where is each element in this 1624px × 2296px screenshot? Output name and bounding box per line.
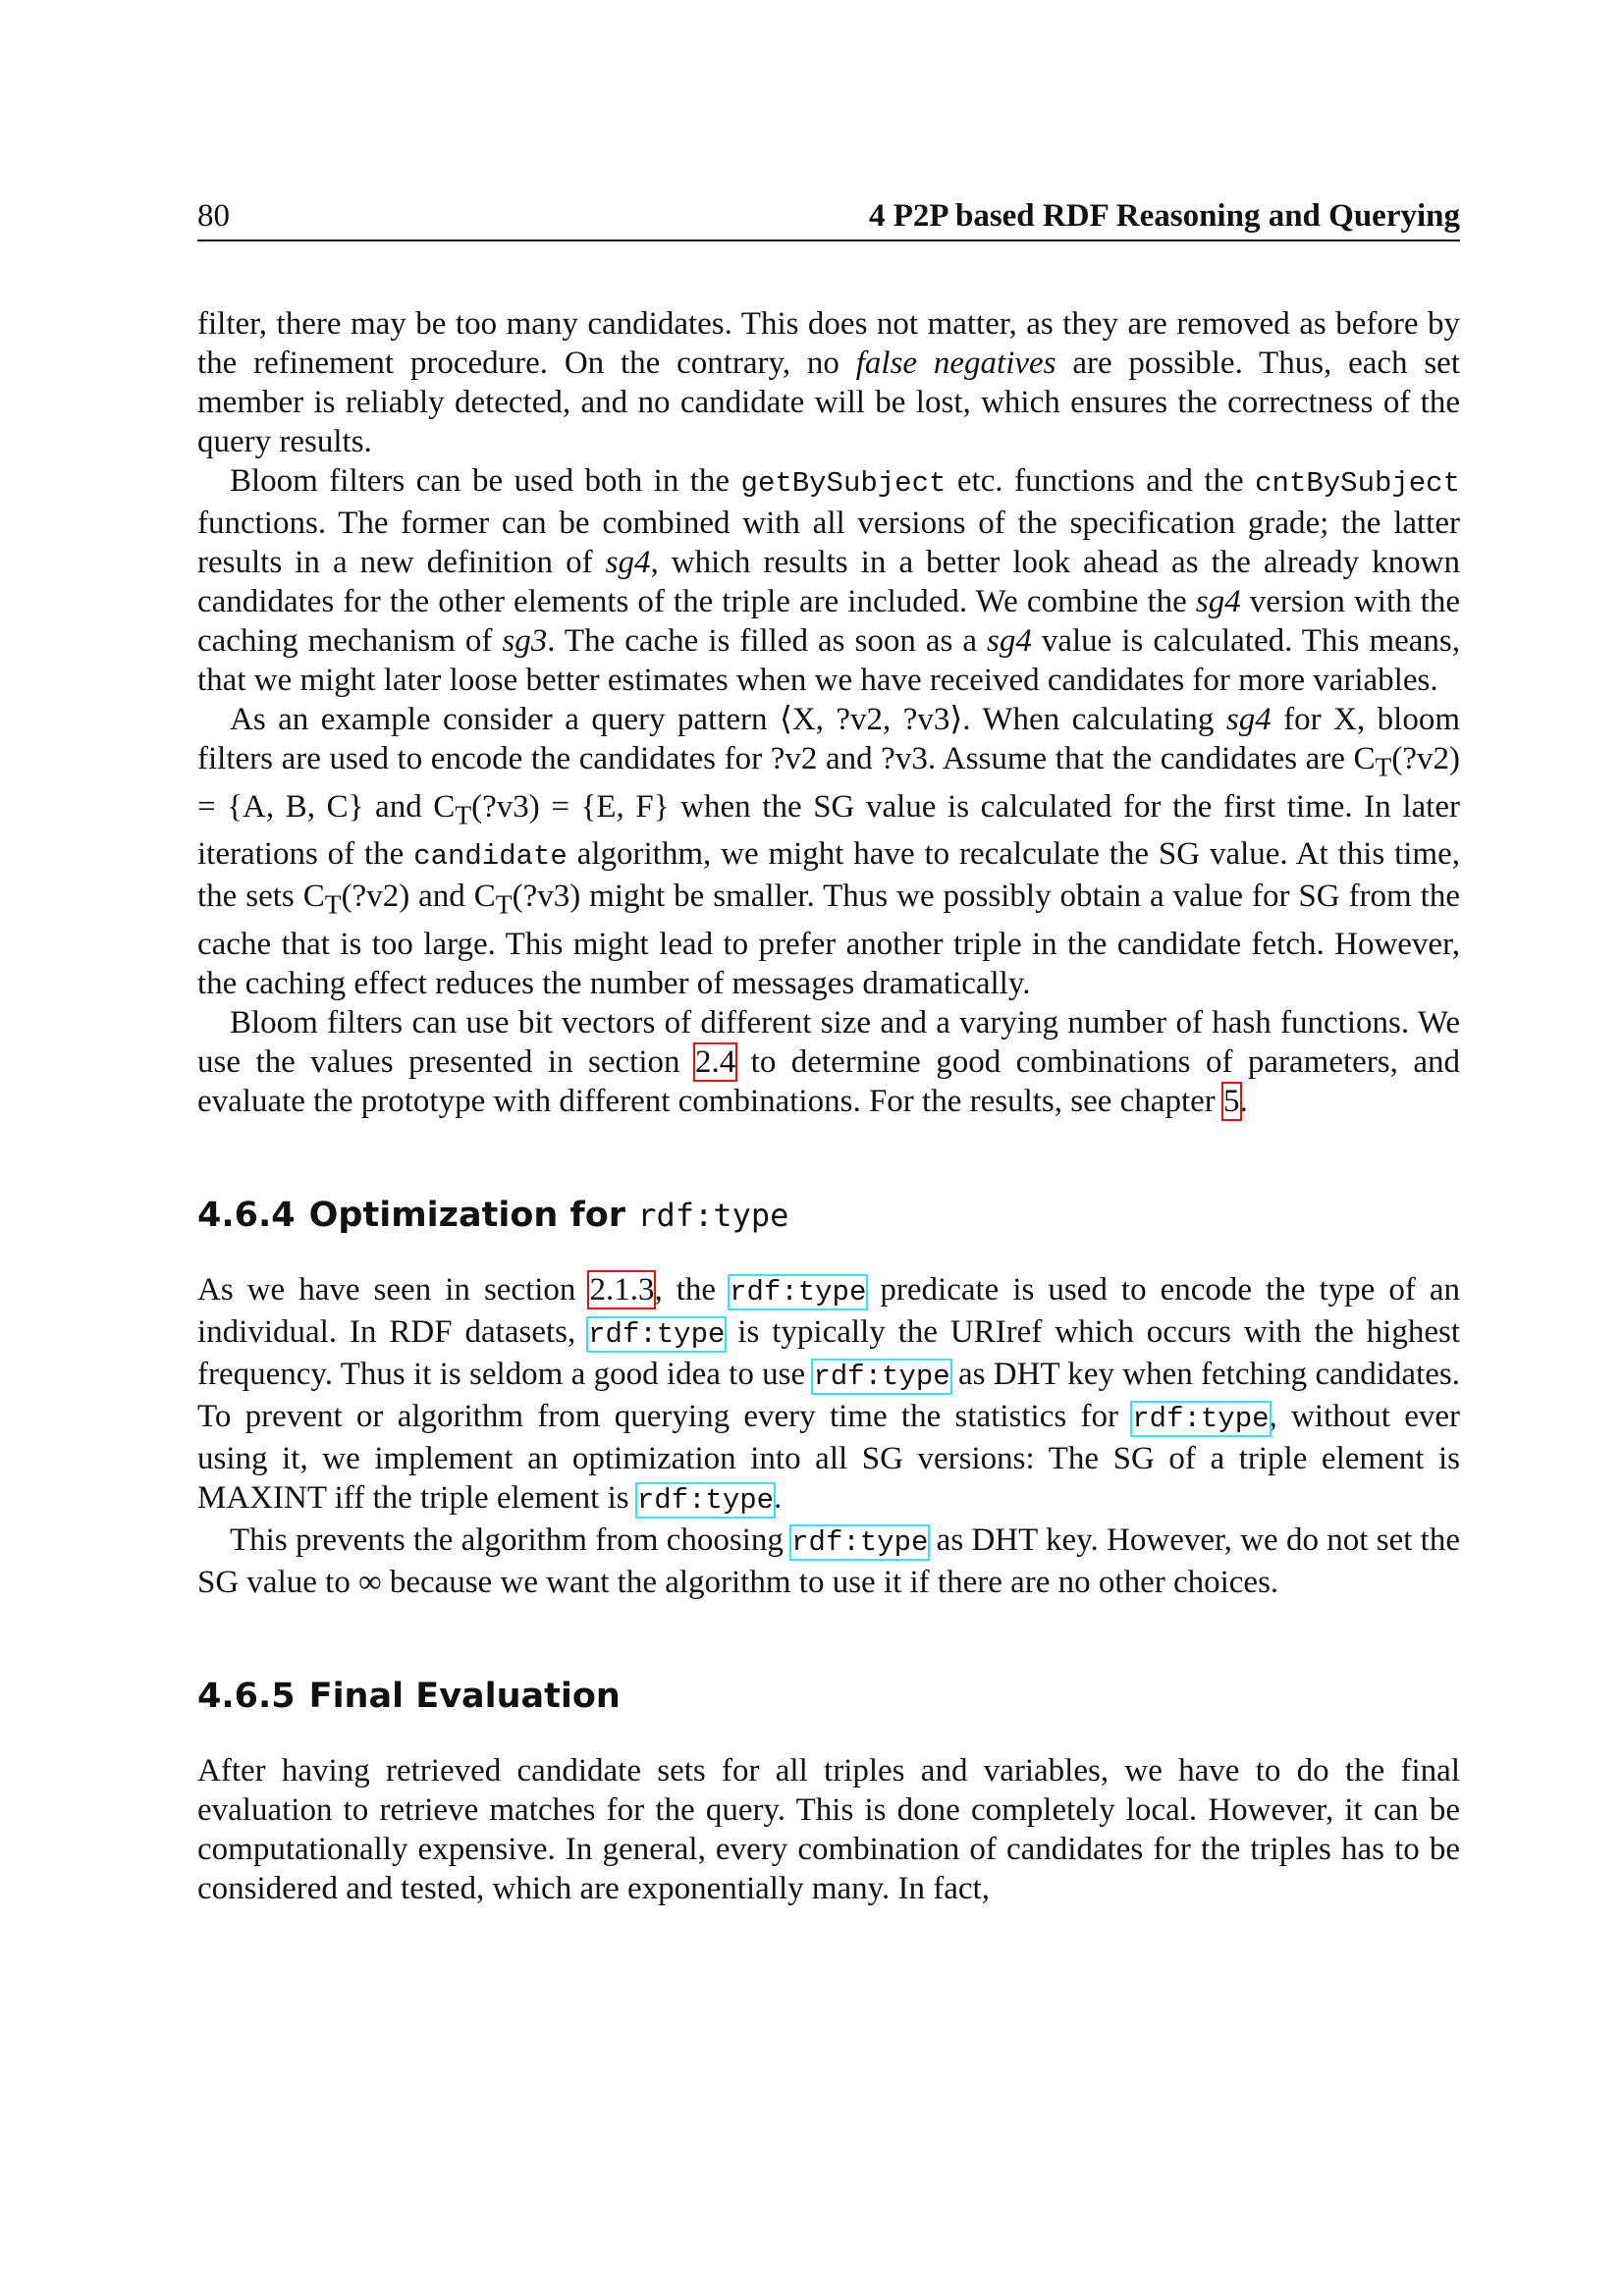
section-link-2-4[interactable]: 2.4 bbox=[694, 1043, 736, 1080]
emphasis: sg4 bbox=[1225, 702, 1272, 737]
text: This prevents the algorithm from choosing bbox=[230, 1522, 792, 1558]
paragraph-7 bbox=[197, 1751, 1460, 1908]
rdf-type-link[interactable]: rdf:type bbox=[730, 1275, 867, 1308]
text: . bbox=[1239, 1083, 1248, 1119]
text: (?v3) might be smaller. Thus we possibly obtain a value for SG from the cache that is too large. This might lead to prefer another triple in the candidate fetch. However, the caching effect reduces the number of messages dramatically. bbox=[197, 879, 1460, 1001]
text: as DHT key. However, we do not set the SG value to ∞ because we want the algorithm to use it if there are no other choices. bbox=[197, 1522, 1460, 1600]
text: , the bbox=[654, 1271, 731, 1308]
paragraph-1 bbox=[197, 304, 1460, 461]
text: As an example consider a query pattern ⟨X, ?v2, ?v3⟩. When calculating bbox=[230, 702, 1226, 737]
code-cntbysubject: cntBySubject bbox=[1255, 467, 1460, 500]
page-body bbox=[197, 304, 1460, 1908]
text: version with the caching mechanism of bbox=[197, 584, 1460, 659]
section-number: 4.6.5 bbox=[197, 1676, 296, 1716]
text: as DHT key when fetching candidates. To prevent or algorithm from querying every time the statistics for bbox=[197, 1356, 1460, 1434]
rdf-type-link[interactable]: rdf:type bbox=[791, 1525, 929, 1559]
emphasis: sg3 bbox=[502, 623, 548, 659]
text: are possible. Thus, each set member is reliably detected, and no candidate will be lost, which ensures the correctness of the query results. bbox=[197, 346, 1460, 459]
text: , which results in a better look ahead as the already known candidates for the other elements of the triple are included. We combine the bbox=[197, 545, 1460, 619]
text: After having retrieved candidate sets for all triples and variables, we have to do the final evaluation to retrieve matches for the query. This is done completely local. However, it can be computationally expensive. In general, every combination of candidates for the triples has to be considered and tested, which are exponentially many. In fact, bbox=[197, 1752, 1460, 1906]
section-title-code: rdf:type bbox=[637, 1196, 789, 1234]
subscript: T bbox=[1375, 751, 1392, 782]
text: to determine good combinations of parameters, and evaluate the prototype with different combinations. For the results, see chapter bbox=[197, 1043, 1460, 1119]
code-candidate: candidate bbox=[413, 840, 568, 874]
rdf-type-link[interactable]: rdf:type bbox=[588, 1317, 726, 1351]
text: value is calculated. This means, that we might later loose better estimates when we have received candidates for more variables. bbox=[197, 623, 1460, 698]
paragraph-5 bbox=[197, 1270, 1460, 1521]
paragraph-4 bbox=[197, 1003, 1460, 1121]
section-link-2-1-3[interactable]: 2.1.3 bbox=[589, 1271, 655, 1308]
emphasis: sg4 bbox=[1195, 584, 1241, 619]
text: , without ever using it, we implement an optimization into all SG versions: The SG of a triple element is MAXINT iff the triple element is bbox=[197, 1398, 1460, 1516]
rdf-type-link[interactable]: rdf:type bbox=[1132, 1402, 1270, 1435]
text: Bloom filters can use bit vectors of different size and a varying number of hash functions. We use the values presented in section bbox=[197, 1004, 1460, 1080]
text: . bbox=[774, 1479, 783, 1516]
paragraph-6 bbox=[197, 1521, 1460, 1602]
text: (?v3) = {E, F} when the SG value is calculated for the first time. In later iterations of the bbox=[197, 788, 1460, 873]
running-head: 4 P2P based RDF Reasoning and Querying bbox=[868, 198, 1460, 234]
text: (?v2) and C bbox=[341, 879, 496, 915]
text: is typically the URIref which occurs with the highest frequency. Thus it is seldom a good idea to use bbox=[197, 1313, 1460, 1392]
section-heading-4-6-4 bbox=[197, 1194, 1460, 1237]
text: . The cache is filled as soon as a bbox=[547, 623, 988, 659]
page-number: 80 bbox=[197, 198, 230, 234]
emphasis: sg4 bbox=[987, 623, 1032, 659]
section-heading-4-6-5 bbox=[197, 1675, 1460, 1718]
text: for X, bloom filters are used to encode the candidates for ?v2 and ?v3. Assume that the candidates are C bbox=[197, 702, 1460, 776]
subscript: T bbox=[324, 888, 342, 920]
emphasis: false negatives bbox=[855, 346, 1056, 381]
chapter-link-5[interactable]: 5 bbox=[1223, 1083, 1240, 1119]
rdf-type-link[interactable]: rdf:type bbox=[813, 1360, 950, 1393]
text: Bloom filters can be used both in the bbox=[230, 463, 741, 499]
text: predicate is used to encode the type of an individual. In RDF datasets, bbox=[197, 1271, 1460, 1350]
subscript: T bbox=[495, 888, 513, 920]
page bbox=[197, 192, 1460, 1908]
text: algorithm, we might have to recalculate the SG value. At this time, the sets C bbox=[197, 836, 1460, 915]
text: etc. functions and the bbox=[946, 463, 1256, 499]
section-number: 4.6.4 bbox=[197, 1195, 296, 1235]
emphasis: sg4 bbox=[605, 545, 651, 580]
text: As we have seen in section bbox=[197, 1271, 590, 1308]
section-title: Optimization for bbox=[308, 1195, 638, 1235]
section-title: Final Evaluation bbox=[308, 1676, 621, 1716]
text: filter, there may be too many candidates. This does not matter, as they are removed as before by the refinement procedure. On the contrary, no bbox=[197, 306, 1460, 381]
subscript: T bbox=[455, 799, 472, 830]
rdf-type-link[interactable]: rdf:type bbox=[636, 1483, 775, 1517]
code-getbysubject: getBySubject bbox=[740, 467, 947, 500]
paragraph-2 bbox=[197, 461, 1460, 700]
page-header bbox=[197, 192, 1460, 241]
text: (?v2) = {A, B, C} and C bbox=[197, 741, 1460, 825]
paragraph-3 bbox=[197, 700, 1460, 1003]
text: functions. The former can be combined with all versions of the specification grade; the latter results in a new definition of bbox=[197, 506, 1460, 580]
